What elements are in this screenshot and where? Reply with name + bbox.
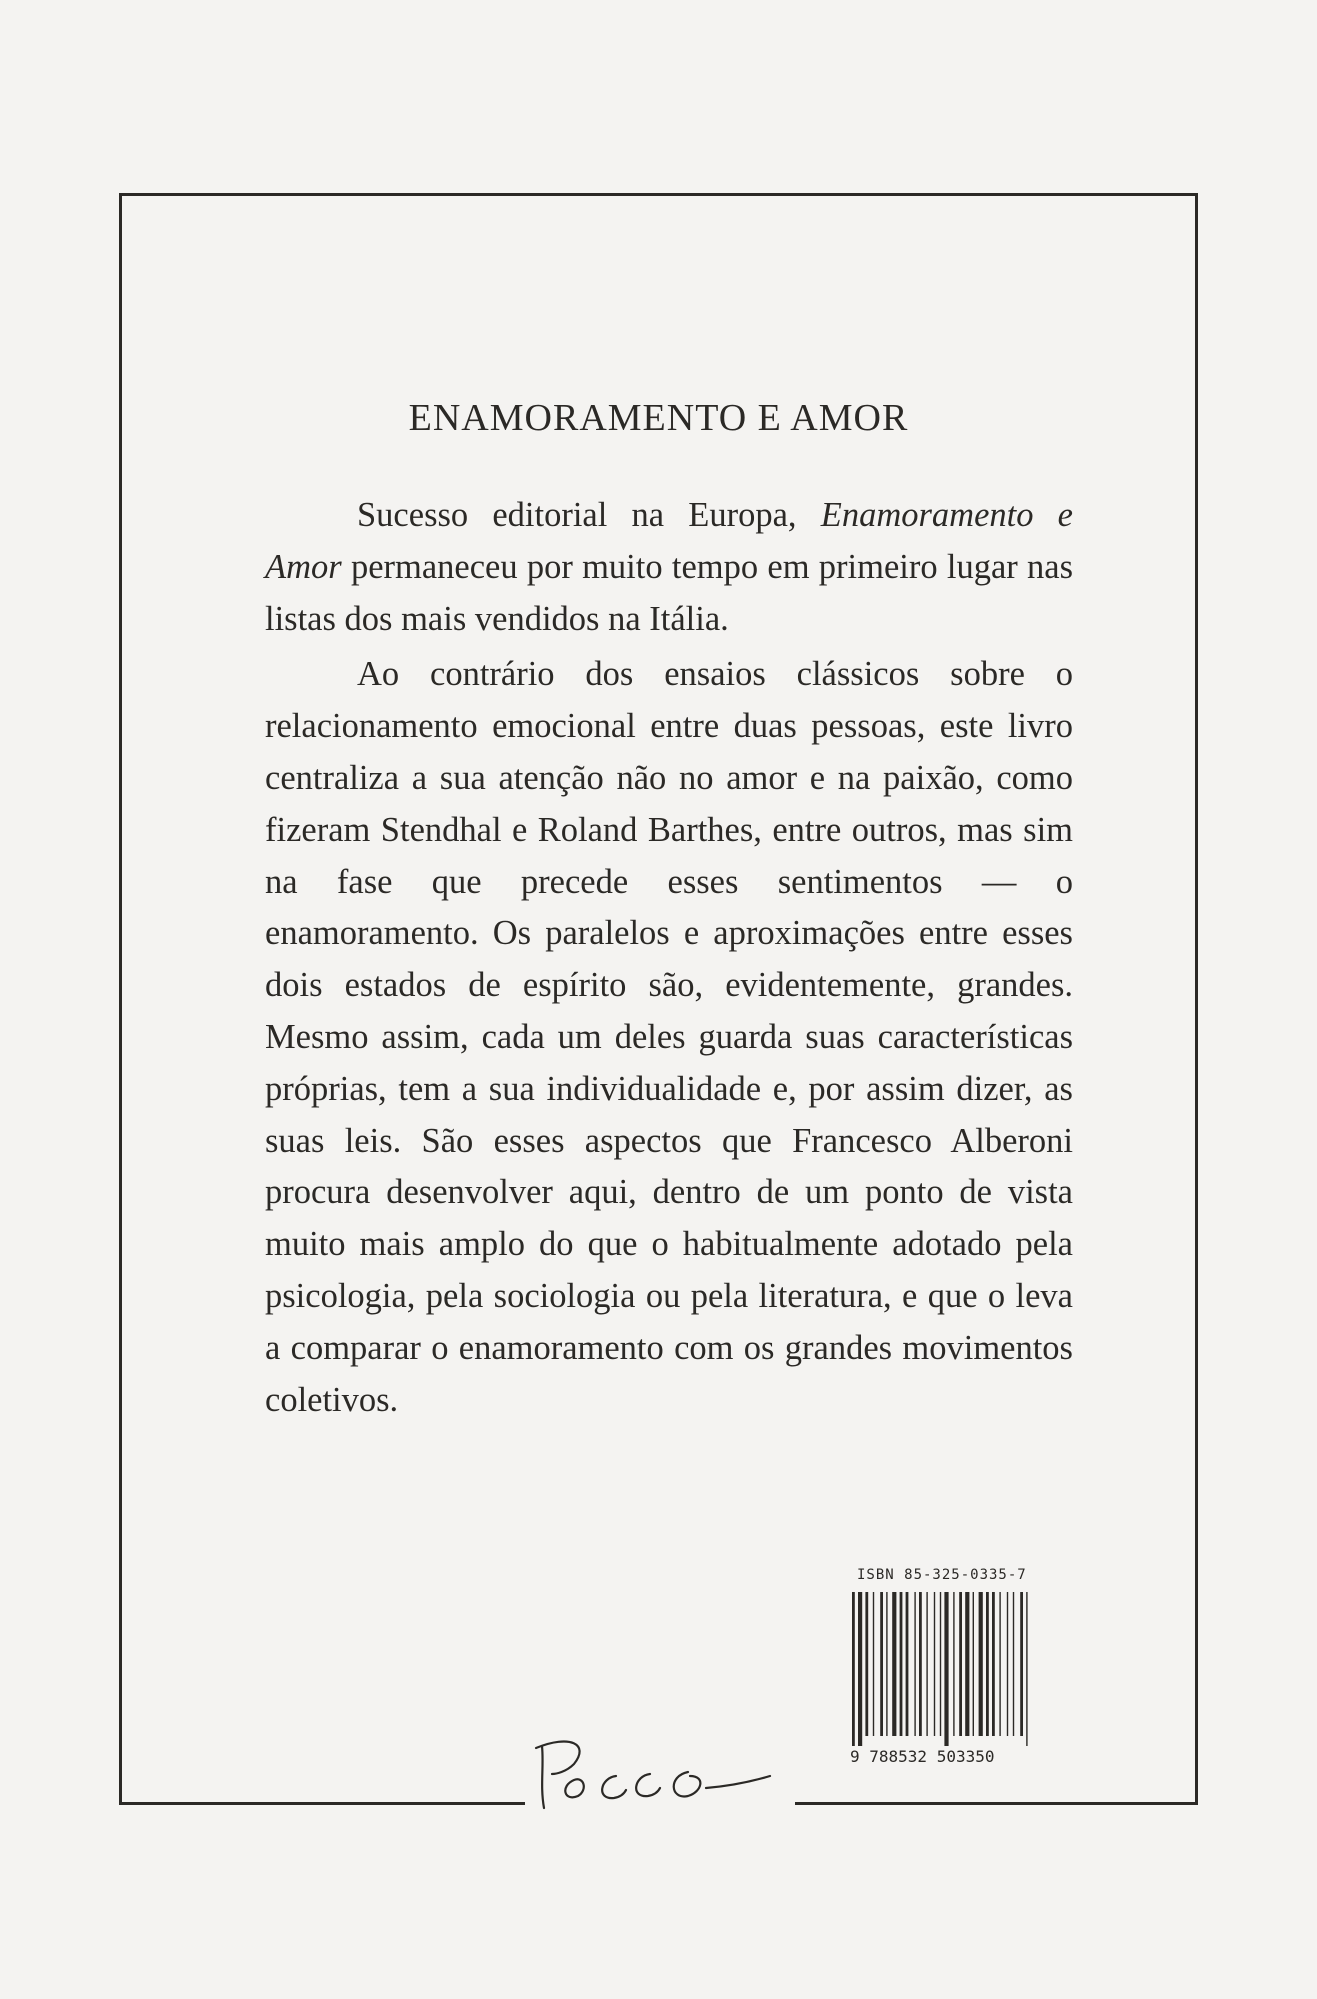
barcode-bar	[886, 1592, 887, 1736]
paragraph-1-italic-title: Enamoramento e Amor	[265, 496, 1073, 586]
isbn-label: ISBN 85-325-0335-7	[857, 1567, 1027, 1583]
barcode-bar	[1007, 1592, 1008, 1736]
barcode-bar	[953, 1592, 954, 1736]
barcode-bar	[865, 1592, 868, 1736]
paragraph-1-rest: permaneceu por muito tempo em primeiro lugar nas listas dos mais vendidos na Itália.	[265, 547, 1073, 638]
barcode	[848, 1586, 1058, 1766]
barcode-bar	[934, 1592, 935, 1736]
barcode-bar	[959, 1592, 962, 1736]
barcode-bar	[999, 1592, 1000, 1736]
barcode-bar	[900, 1592, 903, 1736]
border-bottom-left	[119, 1802, 525, 1805]
barcode-bar	[1026, 1592, 1027, 1746]
barcode-bar	[944, 1592, 948, 1746]
blurb-paragraph-1	[265, 490, 1073, 645]
barcode-bar	[992, 1592, 995, 1736]
barcode-bar	[852, 1592, 855, 1746]
book-title: ENAMORAMENTO E AMOR	[408, 397, 909, 439]
barcode-bar	[858, 1592, 862, 1746]
barcode-bar	[873, 1592, 874, 1736]
barcode-bar	[914, 1592, 915, 1736]
barcode-bars	[852, 1592, 1028, 1746]
barcode-bar	[973, 1592, 974, 1736]
barcode-bar	[986, 1592, 989, 1736]
barcode-bar	[906, 1592, 909, 1736]
barcode-bar	[965, 1592, 969, 1736]
barcode-bar	[1013, 1592, 1014, 1736]
barcode-bar	[892, 1592, 896, 1736]
barcode-bar	[979, 1592, 983, 1736]
blurb	[265, 490, 1073, 1426]
barcode-bar	[940, 1592, 941, 1736]
publisher-logo	[530, 1716, 790, 1816]
barcode-digits: 9 788532 503350	[850, 1747, 995, 1766]
blurb-paragraph-2: Ao contrário dos ensaios clássicos sobre o relacionamento emocional entre duas pessoas, este livro centraliza a sua atenção não no amor e na paixão, como fizeram Stendhal e Roland Barthes, entre outros, mas sim na fase que precede esses sentimentos — o enamoramento. Os paralelos e aproximações entre esses dois estados de espírito são, evidentemente, grandes. Mesmo assim, cada um deles guarda suas características próprias, tem a sua individualidade e, por assim dizer, as suas leis. São esses aspectos que Francesco Alberoni procura desenvolver aqui, dentro de um ponto de vista muito mais amplo do que o habitualmente adotado pela psicologia, pela sociologia ou pela literatura, e que o leva a comparar o enamoramento com os grandes movimentos coletivos.	[265, 655, 1073, 1419]
barcode-bar	[880, 1592, 883, 1736]
border-bottom-right	[795, 1802, 1198, 1805]
barcode-bar	[1020, 1592, 1023, 1736]
barcode-bar	[919, 1592, 922, 1736]
paragraph-1-lead: Sucesso editorial na Europa,	[357, 496, 821, 534]
barcode-bar	[926, 1592, 927, 1736]
